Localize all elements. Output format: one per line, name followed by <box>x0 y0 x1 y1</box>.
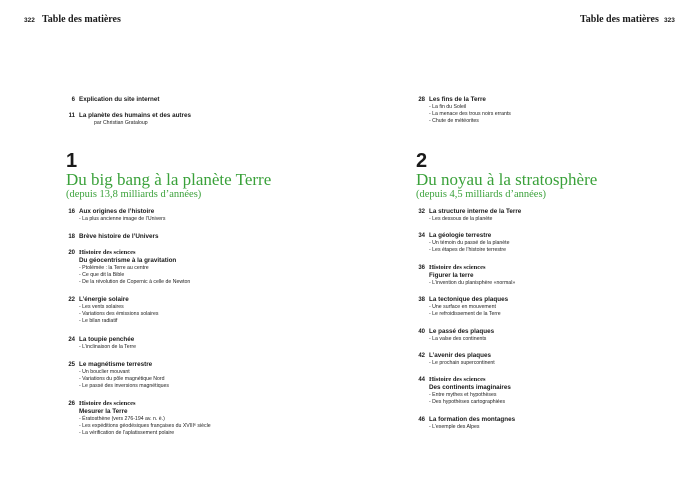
chapter-subtitle: (depuis 13,8 milliards d’années) <box>66 189 202 200</box>
right-page-number: 323 <box>664 17 675 24</box>
entry-subitem: - La menace des trous noirs errants <box>429 110 511 117</box>
entry-section-label: Histoire des sciences <box>79 249 136 256</box>
entry-title: Figurer la terre <box>429 272 474 279</box>
entry-title: La planète des humains et des autres <box>79 112 191 119</box>
entry-subitem: - Les dessous de la planète <box>429 216 493 222</box>
entry-subitem: - Ératosthène (vers 276-194 av. n. è.) <box>79 416 165 422</box>
entry-section-label: Histoire des sciences <box>429 264 486 271</box>
entry-page-number: 25 <box>68 362 75 368</box>
toc-entry <box>66 336 326 351</box>
entry-title: Mesurer la Terre <box>79 408 128 415</box>
entry-subitem: - Variations du pôle magnétique Nord <box>79 375 165 382</box>
entry-subitem: - La vérification de l’aplatissement polaire <box>79 429 175 436</box>
entry-subitem: - Ce que dit la Bible <box>79 271 125 278</box>
entry-subitem: - Chute de météorites <box>429 117 479 124</box>
toc-entry <box>66 296 326 324</box>
left-running-title: Table des matières <box>42 14 121 25</box>
entry-page-number: 42 <box>418 353 425 359</box>
entry-section-label: Histoire des sciences <box>429 376 486 383</box>
chapter-number: 1 <box>66 150 78 172</box>
toc-entry <box>416 416 676 431</box>
entry-page-number: 34 <box>418 233 425 239</box>
entry-title: L’énergie solaire <box>79 296 129 303</box>
entry-subitem: - La plus ancienne image de l’Univers <box>79 216 166 222</box>
entry-subitem: - Le passé des inversions magnétiques <box>79 382 169 389</box>
entry-title: L’avenir des plaques <box>429 352 491 359</box>
entry-subitem: - Le refroidissement de la Terre <box>429 310 501 317</box>
chapter-number: 2 <box>416 150 428 172</box>
entry-title: Des continents imaginaires <box>429 384 511 391</box>
entry-title: Les fins de la Terre <box>429 96 486 103</box>
entry-page-number: 38 <box>418 297 425 303</box>
entry-title: La structure interne de la Terre <box>429 208 522 215</box>
entry-subitem: - Une surface en mouvement <box>429 304 496 310</box>
entry-subitem: - Un témoin du passé de la planète <box>429 240 510 246</box>
entry-page-number: 36 <box>418 265 425 271</box>
entry-page-number: 22 <box>68 297 75 303</box>
entry-section-label: Histoire des sciences <box>79 400 136 407</box>
entry-page-number: 28 <box>418 97 425 103</box>
entry-page-number: 18 <box>68 234 75 240</box>
entry-subitem: - Les expéditions géodésiques françaises du XVIIIᵉ siècle <box>79 422 211 429</box>
entry-subitem: - Les étapes de l’histoire terrestre <box>429 246 506 253</box>
entry-title: Le passé des plaques <box>429 328 495 335</box>
chapter-1-heading <box>66 151 271 201</box>
entry-title: Le magnétisme terrestre <box>79 361 153 368</box>
toc-entry <box>416 208 676 223</box>
entry-subitem: - Le bilan radiatif <box>79 317 118 324</box>
entry-subitem: - Ptolémée : la Terre au centre <box>79 265 149 271</box>
entry-page-number: 44 <box>418 377 425 383</box>
entry-subitem: - L’inclinaison de la Terre <box>79 344 136 350</box>
entry-page-number: 11 <box>68 113 75 119</box>
toc-entry <box>416 232 676 254</box>
toc-entry <box>66 112 326 127</box>
chapter-2-heading <box>416 151 597 201</box>
entry-title: Du géocentrisme à la gravitation <box>79 257 177 264</box>
entry-page-number: 16 <box>68 209 75 215</box>
toc-entry <box>416 264 676 287</box>
entry-subitem: - Un bouclier mouvant <box>79 369 130 375</box>
entry-subitem: - La fin du Soleil <box>429 104 467 110</box>
toc-entry <box>416 328 676 343</box>
entry-title: La toupie penchée <box>79 336 135 343</box>
left-page-number: 322 <box>24 17 35 24</box>
entry-title: La géologie terrestre <box>429 232 492 239</box>
toc-entry <box>66 400 326 436</box>
toc-entry <box>66 361 326 389</box>
entry-title: Explication du site internet <box>79 96 160 103</box>
entry-title: Brève histoire de l’Univers <box>79 233 159 240</box>
entry-subitem: - L’invention du planisphère «normal» <box>429 280 516 286</box>
right-running-title: Table des matières <box>580 14 659 25</box>
entry-page-number: 24 <box>68 337 75 343</box>
toc-entry <box>66 233 326 241</box>
chapter-title: Du big bang à la planète Terre <box>66 170 272 189</box>
entry-subitem: - Le prochain supercontinent <box>429 360 495 366</box>
entry-subitem: - Entre mythes et hypothèses <box>429 392 497 398</box>
entry-author: par Christian Grataloup <box>94 120 148 126</box>
entry-subitem: - Variations des émissions solaires <box>79 310 159 317</box>
toc-entry <box>416 376 676 406</box>
toc-entry <box>416 296 676 318</box>
toc-entry <box>416 352 676 367</box>
toc-entry <box>66 208 326 223</box>
chapter-subtitle: (depuis 4,5 milliards d’années) <box>416 189 547 200</box>
entry-page-number: 32 <box>418 209 425 215</box>
entry-title: La formation des montagnes <box>429 416 516 423</box>
entry-subitem: - Des hypothèses cartographiées <box>429 398 506 405</box>
chapter-title: Du noyau à la stratosphère <box>416 170 598 189</box>
toc-entry <box>416 96 676 124</box>
entry-page-number: 46 <box>418 417 425 423</box>
entry-title: Aux origines de l’histoire <box>79 208 155 215</box>
entry-title: La tectonique des plaques <box>429 296 509 303</box>
entry-page-number: 40 <box>418 329 425 335</box>
toc-entry <box>66 96 326 104</box>
entry-subitem: - Les vents solaires <box>79 304 124 310</box>
entry-page-number: 6 <box>71 97 75 103</box>
entry-subitem: - La valse des continents <box>429 336 487 342</box>
entry-page-number: 26 <box>68 401 75 407</box>
entry-subitem: - L’exemple des Alpes <box>429 424 480 430</box>
entry-subitem: - De la révolution de Copernic à celle de Newton <box>79 278 191 285</box>
entry-page-number: 20 <box>68 250 75 256</box>
toc-entry <box>66 249 326 285</box>
